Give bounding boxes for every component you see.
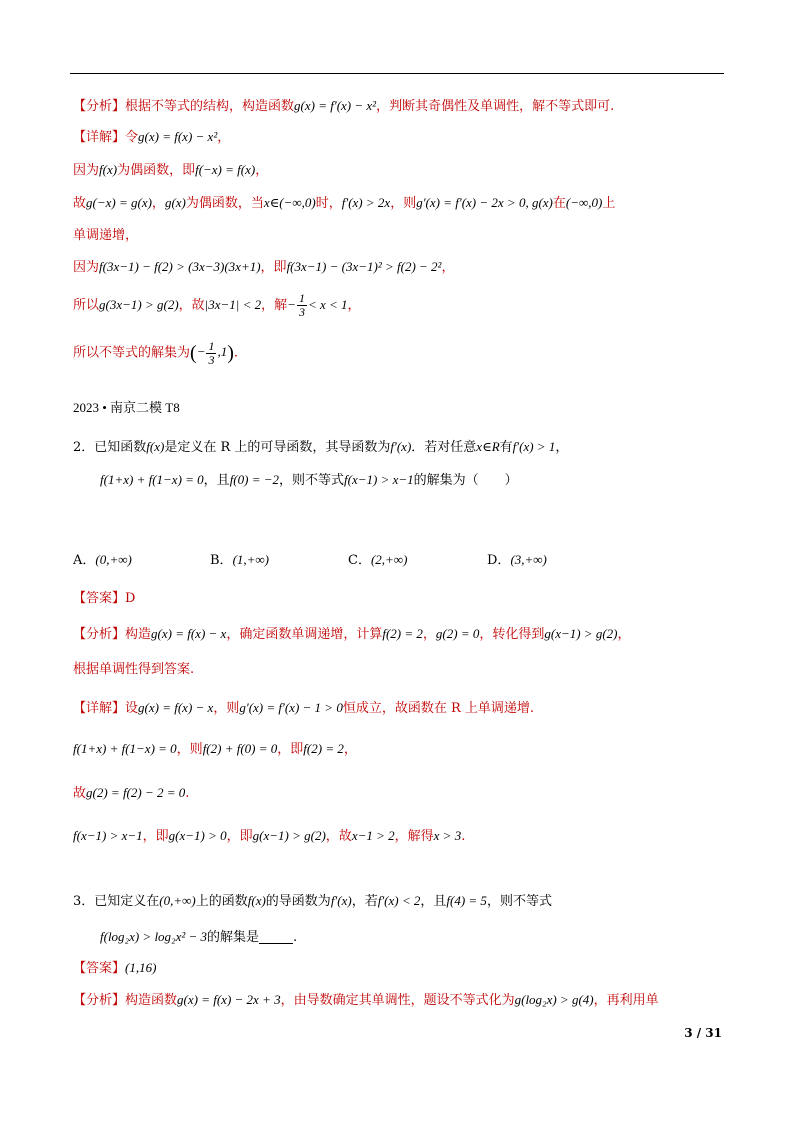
q2-detail-line3: 故g(2) = f(2) − 2 = 0. [73,785,190,801]
header-rule [70,73,724,74]
q2-option-d: D．(3,+∞) [487,552,547,568]
q2-analysis-line2: 根据单调性得到答案. [73,662,195,677]
q2-stem-line1: 2．已知函数f(x)是定义在 R 上的可导函数，其导函数为f′(x)．若对任意x∈R有f′(x) > 1， [73,439,569,455]
q2-stem-line2: f(1+x) + f(1−x) = 0，且f(0) = −2，则不等式f(x−1) > x−1的解集为（ ） [100,472,518,488]
q2-detail-line2: f(1+x) + f(1−x) = 0，则f(2) + f(0) = 0，即f(2) = 2， [73,741,357,757]
page-number: 3 / 31 [684,1026,722,1040]
q1-line8: 所以不等式的解集为(− $\frac{1}{3}$ ,1). [73,339,239,367]
q3-analysis: 【分析】构造函数g(x) = f(x) − 2x + 3，由导数确定其单调性，题设不等式化为g(log₂x) > g(4)，再利用单 [73,992,659,1008]
q2-answer: 【答案】D [73,591,136,606]
q2-option-b: B．(1,+∞) [210,552,270,568]
q1-line3: 因为f(x)为偶函数，即f(−x) = f(x)， [73,162,269,178]
q1-line5: 单调递增， [73,228,139,243]
q1-detail: 【详解】令g(x) = f(x) − x²， [73,129,231,145]
fraction-one-third: $\frac{1}{3}$ [208,339,215,367]
q2-analysis: 【分析】构造g(x) = f(x) − x，确定函数单调递增，计算f(2) = 2，g(2) = 0，转化得到g(x−1) > g(2)， [73,626,631,642]
q3-stem-line1: 3．已知定义在(0,+∞)上的函数f(x)的导函数为f′(x)，若f′(x) < 2，且f(4) = 5，则不等式 [73,893,552,909]
q2-option-a: A．(0,+∞) [73,552,132,568]
q2-detail: 【详解】设g(x) = f(x) − x，则g′(x) = f′(x) − 1 > 0恒成立，故函数在 R 上单调递增. [73,700,535,716]
q3-stem-line2: f(log₂x) > log₂x² − 3的解集是 . [100,929,298,945]
q1-line4: 故g(−x) = g(x)，g(x)为偶函数，当x∈(−∞,0)时，f′(x) > 2x，则g′(x) = f′(x) − 2x > 0, g(x)在(−∞,0)上 [73,195,616,211]
q2-detail-line4: f(x−1) > x−1，即g(x−1) > 0，即g(x−1) > g(2)，故x−1 > 2，解得x > 3. [73,828,466,844]
fraction-one-third: $\frac{1}{3}$ [298,291,305,319]
q1-line6: 因为f(3x−1) − f(2) > (3x−3)(3x+1)，即f(3x−1) − (3x−1)² > f(2) − 2²， [73,259,455,275]
q1-analysis: 【分析】根据不等式的结构，构造函数g(x) = f′(x) − x²，判断其奇偶性及单调性，解不等式即可. [73,98,615,114]
source-label: 2023 • 南京二模 T8 [73,400,180,415]
q2-option-c: C．(2,+∞) [348,552,408,568]
answer-blank [259,929,293,944]
q3-answer: 【答案】(1,16) [73,960,157,976]
q1-line7: 所以g(3x−1) > g(2)，故|3x−1| < 2，解− $\frac{1}{3}$ < x < 1， [73,291,361,319]
